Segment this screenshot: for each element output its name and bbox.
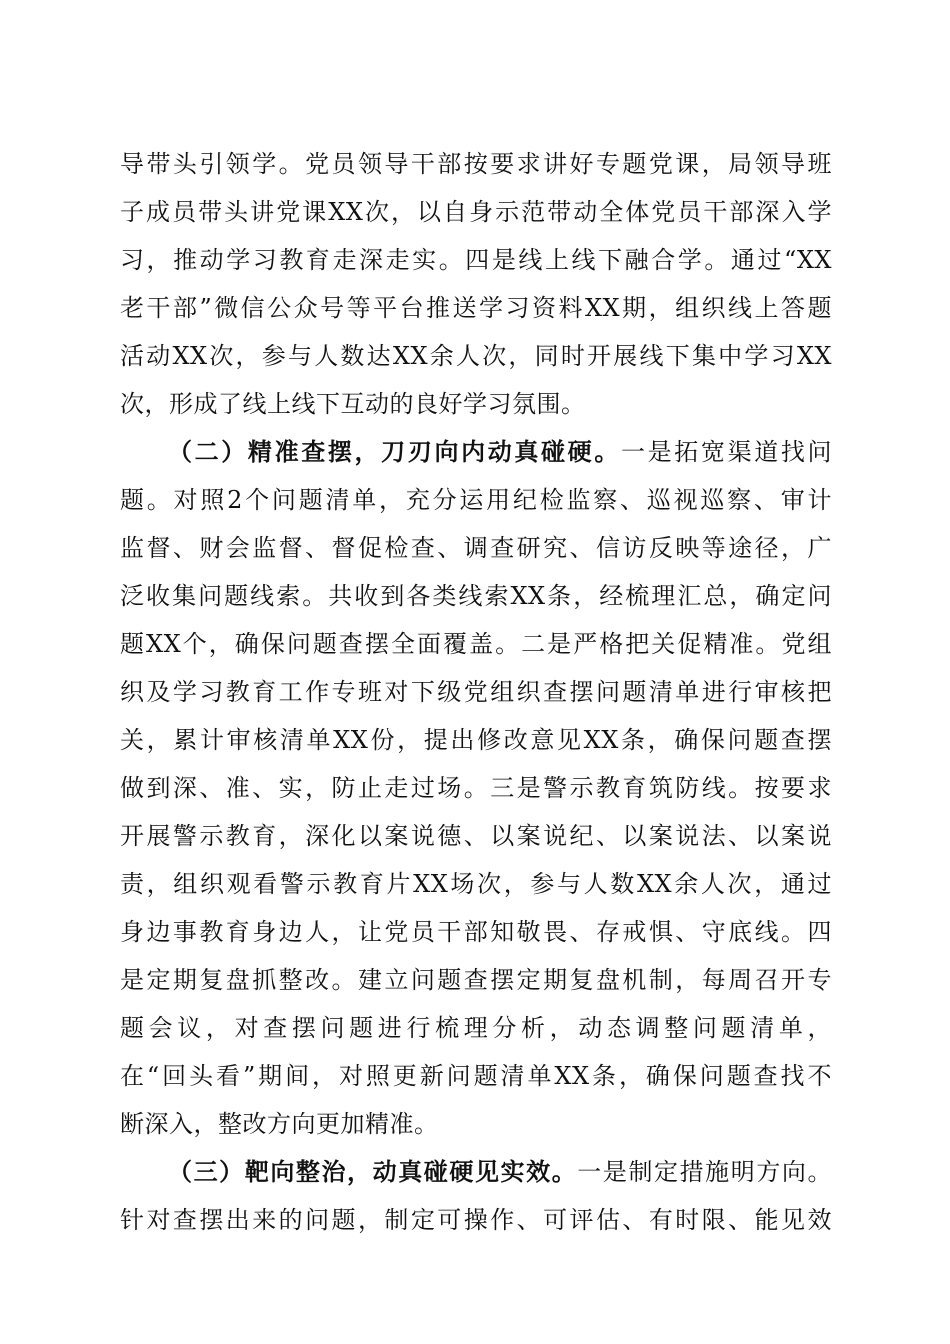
text-line: 责，组织观看警示教育片XX场次，参与人数XX余人次，通过 xyxy=(120,870,832,898)
paragraph-2 xyxy=(120,428,832,1148)
text-line xyxy=(120,428,832,476)
section-heading: （三）靶向整治，动真碰硬见实效。 xyxy=(168,1157,578,1186)
text-line: 子成员带头讲党课XX次，以自身示范带动全体党员干部深入学 xyxy=(120,198,832,226)
section-heading: （二）精准查摆，刀刃向内动真碰硬。 xyxy=(168,437,621,466)
text-line: 在“回头看”期间，对照更新问题清单XX条，确保问题查找不 xyxy=(120,1062,832,1090)
text-line: 题。对照2个问题清单，充分运用纪检监察、巡视巡察、审计 xyxy=(120,486,832,514)
text-line: 导带头引领学。党员领导干部按要求讲好专题党课，局领导班 xyxy=(120,150,832,178)
text-line: 开展警示教育，深化以案说德、以案说纪、以案说法、以案说 xyxy=(120,822,832,850)
paragraph-1 xyxy=(120,140,832,428)
text-line xyxy=(120,1148,832,1196)
text-line: 身边事教育身边人，让党员干部知敬畏、存戒惧、守底线。四 xyxy=(120,918,832,946)
text-line: 泛收集问题线索。共收到各类线索XX条，经梳理汇总，确定问 xyxy=(120,582,832,610)
text-run: 一是制定措施明方向。 xyxy=(577,1158,833,1186)
text-line: 关，累计审核清单XX份，提出修改意见XX条，确保问题查摆 xyxy=(120,726,832,754)
text-line: 是定期复盘抓整改。建立问题查摆定期复盘机制，每周召开专 xyxy=(120,966,832,994)
text-line: 习，推动学习教育走深走实。四是线上线下融合学。通过“XX xyxy=(120,246,832,274)
text-line: 断深入，整改方向更加精准。 xyxy=(120,1110,439,1138)
text-line: 题会议，对查摆问题进行梳理分析，动态调整问题清单， xyxy=(120,1014,832,1042)
text-line: 活动XX次，参与人数达XX余人次，同时开展线下集中学习XX xyxy=(120,342,832,370)
text-run: 一是拓宽渠道找问 xyxy=(620,438,833,466)
text-line: 老干部”微信公众号等平台推送学习资料XX期，组织线上答题 xyxy=(120,294,832,322)
text-line: 监督、财会监督、督促检查、调查研究、信访反映等途径，广 xyxy=(120,534,832,562)
paragraph-3 xyxy=(120,1148,832,1244)
text-line: 织及学习教育工作专班对下级党组织查摆问题清单进行审核把 xyxy=(120,678,832,706)
text-line: 题XX个，确保问题查摆全面覆盖。二是严格把关促精准。党组 xyxy=(120,630,832,658)
text-line: 针对查摆出来的问题，制定可操作、可评估、有时限、能见效 xyxy=(120,1206,832,1234)
document-body xyxy=(120,140,832,1244)
text-line: 做到深、准、实，防止走过场。三是警示教育筑防线。按要求 xyxy=(120,774,832,802)
text-line: 次，形成了线上线下互动的良好学习氛围。 xyxy=(120,390,586,418)
